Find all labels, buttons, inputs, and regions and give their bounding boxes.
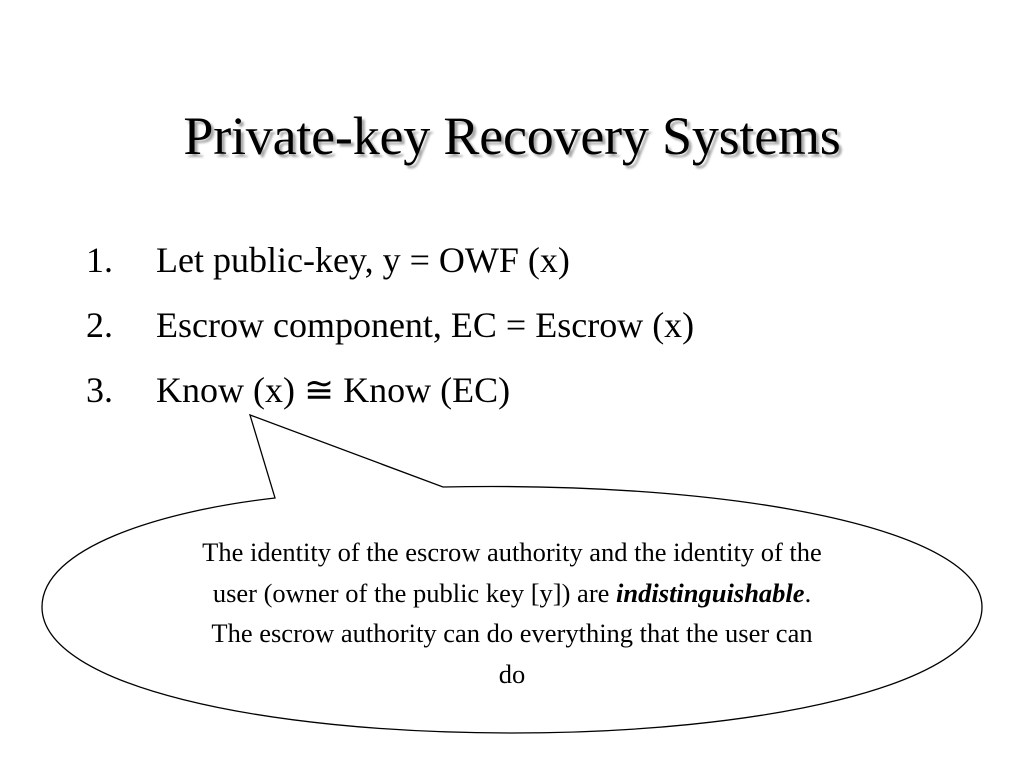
slide-title: Private-key Recovery Systems	[183, 106, 841, 166]
callout-text	[196, 532, 828, 694]
callout-text-end: . The escrow authority can do everything that the user can do	[211, 577, 813, 689]
list-item-text: Escrow component, EC = Escrow (x)	[156, 305, 695, 345]
list-item-text: Let public-key, y = OWF (x)	[156, 240, 570, 280]
list-item-number: 2.	[86, 305, 113, 345]
list-item-number: 3.	[86, 370, 113, 410]
callout-emphasis: indistinguishable	[616, 577, 805, 608]
list-item-text: Know (x) ≅ Know (EC)	[156, 370, 511, 410]
list-item-number: 1.	[86, 240, 113, 280]
callout-text-start: The identity of the escrow authority and the identity of the user (owner of the public key [y]) are	[202, 537, 822, 608]
